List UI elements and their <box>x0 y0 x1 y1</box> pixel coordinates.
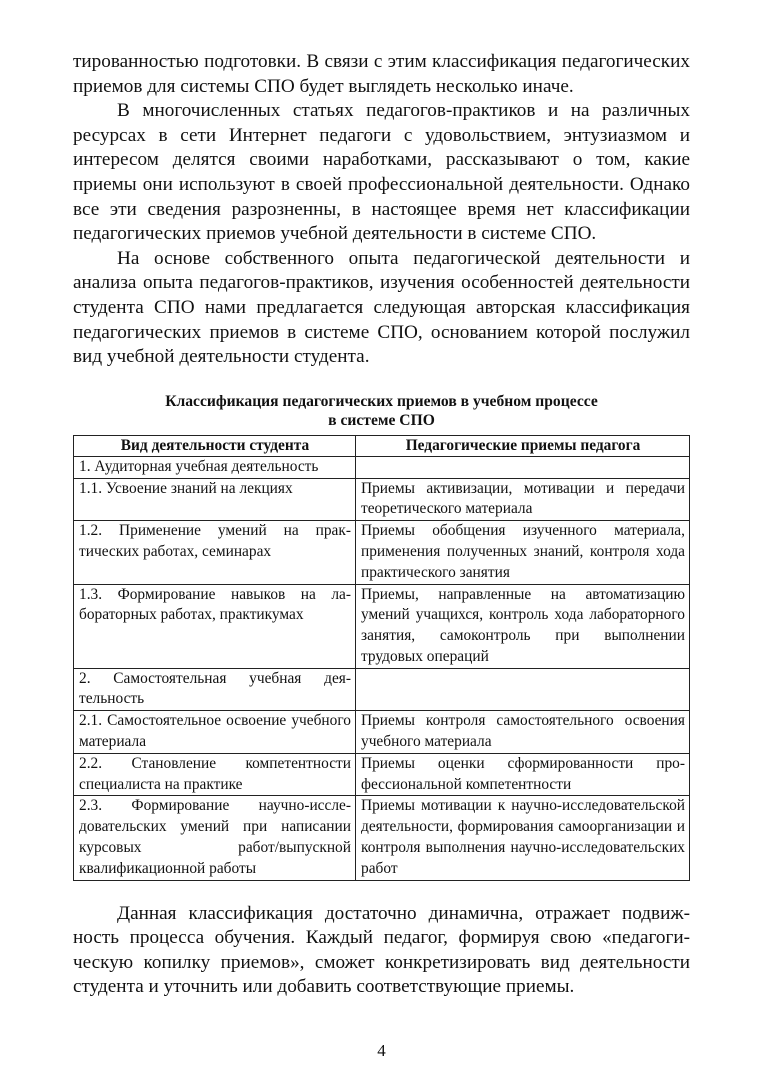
table-caption-line: в системе СПО <box>328 411 435 429</box>
paragraph: Данная классификация достаточно динамична, отражает подвижность процесса обучения. Каждый педагог, формируя свою «педагогическую копилку приемов», сможет конкретизировать вид деятельности студента и уточнить или добавить соответствующие приемы. <box>73 902 690 998</box>
classification-table <box>73 435 690 881</box>
table-row <box>74 753 690 796</box>
table-row <box>74 796 690 880</box>
paragraph: тированностью подготовки. В связи с этим классификация педагогических приемов для системы СПО будет выглядеть несколько иначе. <box>73 51 690 97</box>
activity-cell: 1.2. Применение умений на практических работах, семинарах <box>74 521 356 584</box>
techniques-cell: Приемы оценки сформированности профессиональной компетентности <box>356 753 690 796</box>
techniques-cell <box>356 456 690 478</box>
table-row <box>74 584 690 668</box>
table-row <box>74 456 690 478</box>
techniques-cell <box>356 668 690 711</box>
table-row <box>74 711 690 754</box>
paragraph: На основе собственного опыта педагогической деятельности и анализа опыта педагогов-практиков, изучения особенностей деятельности студента СПО нами предлагается следующая авторская классификация педагогических приемов в системе СПО, основанием которой послужил вид учебной деятельности студента. <box>73 247 690 368</box>
activity-cell: 2.3. Формирование научно-исследовательских умений при написании курсовых работ/выпускной квалификационной работы <box>74 796 356 880</box>
activity-cell: 1.1. Усвоение знаний на лекциях <box>74 478 356 521</box>
table-caption <box>73 392 690 430</box>
activity-cell: 1. Аудиторная учебная деятельность <box>74 456 356 478</box>
column-header-techniques: Педагогические приемы педагога <box>356 435 690 456</box>
techniques-cell: Приемы мотивации к научно-исследовательской деятельности, формирования самоорганизации и контроля выполнения научно-исследовательских работ <box>356 796 690 880</box>
techniques-cell: Приемы, направленные на автоматизацию умений учащихся, контроль хода лабораторного занятия, самоконтроль при выполнении трудовых операций <box>356 584 690 668</box>
paragraph: В многочисленных статьях педагогов-практиков и на различных ресурсах в сети Интернет педагоги с удовольствием, энтузиазмом и интересом делятся своими наработками, рассказывают о том, какие приемы они используют в своей профессиональной деятельности. Однако все эти сведения разрозненны, в настоящее время нет классификации педагогических приемов учебной деятельности в системе СПО. <box>73 100 690 245</box>
techniques-cell: Приемы активизации, мотивации и передачи теоретического материала <box>356 478 690 521</box>
table-caption-line: Классификация педагогических приемов в учебном процессе <box>165 392 598 410</box>
table-header-row <box>74 435 690 456</box>
activity-cell: 1.3. Формирование навыков на лабораторных работах, практикумах <box>74 584 356 668</box>
techniques-cell: Приемы обобщения изученного материала, применения полученных знаний, контроля хода практического занятия <box>356 521 690 584</box>
column-header-activity: Вид деятельности студента <box>74 435 356 456</box>
activity-cell: 2.1. Самостоятельное освоение учебного материала <box>74 711 356 754</box>
page-content <box>73 50 690 1000</box>
activity-cell: 2. Самостоятельная учебная деятельность <box>74 668 356 711</box>
table-row <box>74 521 690 584</box>
table-row <box>74 478 690 521</box>
page-number: 4 <box>377 1041 386 1060</box>
activity-cell: 2.2. Становление компетентности специалиста на практике <box>74 753 356 796</box>
techniques-cell: Приемы контроля самостоятельного освоения учебного материала <box>356 711 690 754</box>
table-row <box>74 668 690 711</box>
